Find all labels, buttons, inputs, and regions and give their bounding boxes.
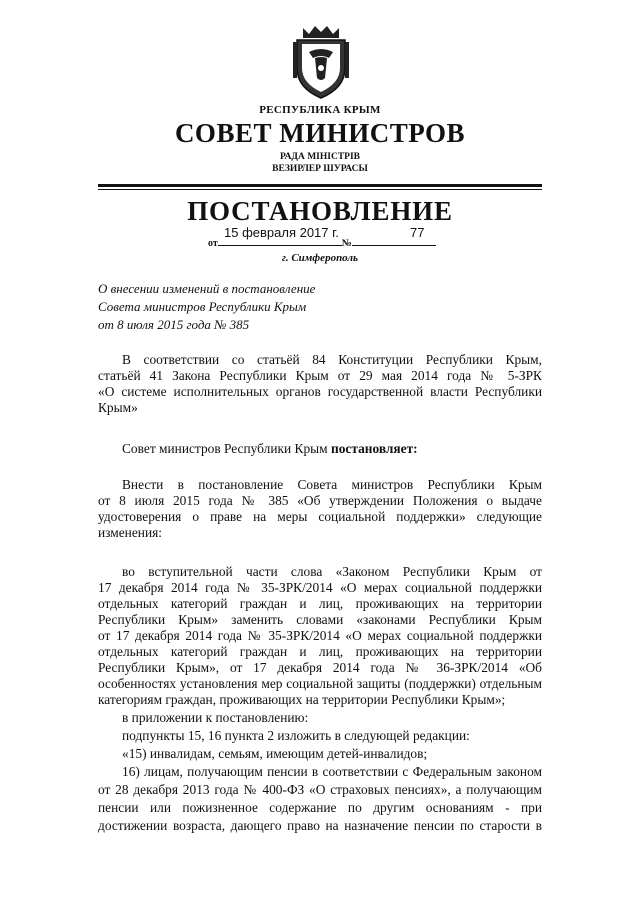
subject-line: О внесении изменений в постановление — [98, 281, 316, 296]
body-line: «15) инвалидам, семьям, имеющим детей-инвалидов; — [122, 746, 428, 761]
council-heading-crh: ВЕЗИРЛЕР ШУРАСЫ — [272, 164, 368, 174]
body-line: 16) лицам, получающим пенсии в соответствии с Федеральным законом — [122, 764, 542, 779]
header-divider-thin — [98, 189, 542, 190]
body-line: в приложении к постановлению: — [122, 710, 309, 725]
resolves-keyword: постановляет: — [330, 441, 418, 456]
body-line: достижении возраста, дающего право на назначение пенсии по старости в — [98, 818, 542, 833]
body-line: Внести в постановление Совета министров Республики Крым — [122, 477, 542, 492]
council-heading: СОВЕТ МИНИСТРОВ — [174, 118, 466, 148]
number-blank — [352, 244, 436, 246]
council-heading-ua: РАДА МІНІСТРІВ — [279, 152, 360, 162]
number-label: № — [341, 238, 352, 249]
header-divider-thick — [98, 184, 542, 187]
body-line: от 17 декабря 2014 года № 35-ЗРК/2014 «О мерах социальной поддержки — [98, 628, 542, 643]
decree-number: 77 — [410, 225, 425, 240]
body-line: статьёй 41 Закона Республики Крым от 29 мая 2014 года № 5-ЗРК — [98, 368, 542, 383]
body-line: особенностях установления мер социальной защиты (поддержки) отдельным — [98, 676, 542, 691]
date-number-line — [208, 238, 436, 249]
document-title: ПОСТАНОВЛЕНИЕ — [187, 196, 453, 226]
city-line: г. Симферополь — [281, 252, 359, 264]
body-line: от 8 июля 2015 года № 385 «Об утверждении Положения о выдаче — [98, 493, 542, 508]
decree-date: 15 февраля 2017 г. — [224, 225, 339, 240]
body-line: во вступительной части слова «Законом Республики Крым от — [122, 564, 542, 579]
decree-subject — [98, 280, 358, 334]
body-line: В соответствии со статьёй 84 Конституции Республики Крым, — [122, 352, 542, 367]
resolves-line — [98, 441, 542, 457]
body-line: Крым» — [98, 400, 138, 415]
body-line: категориям граждан, проживающих на территории Республики Крым»; — [98, 692, 506, 707]
body-line: отдельных категорий граждан и лиц, проживающих на территории — [98, 644, 542, 659]
resolves-text: Совет министров Республики Крым — [122, 441, 331, 456]
body-line: подпункты 15, 16 пункта 2 изложить в следующей редакции: — [122, 728, 470, 743]
body-line: пенсии или пожизненное содержание по другим основаниям - при — [98, 800, 542, 815]
body-line: Республики Крым», от 17 декабря 2014 года № 36-ЗРК/2014 «Об — [98, 660, 542, 675]
subject-line: Совета министров Республики Крым — [98, 299, 307, 314]
body-line: 17 декабря 2014 года № 35-ЗРК/2014 «О мерах социальной поддержки — [98, 580, 542, 595]
republic-heading: РЕСПУБЛИКА КРЫМ — [259, 104, 381, 116]
body-line: изменения: — [98, 525, 163, 540]
crimea-coat-of-arms-icon — [289, 22, 353, 100]
from-label: от — [208, 238, 218, 249]
body-line: Республики Крым» заменить словами «законами Республики Крым — [98, 612, 542, 627]
body-line: «О системе исполнительных органов государственной власти Республики — [98, 384, 542, 399]
subject-line: от 8 июля 2015 года № 385 — [98, 317, 250, 332]
body-line: от 28 декабря 2013 года № 400-ФЗ «О страховых пенсиях», а получающим — [98, 782, 542, 797]
date-blank — [218, 244, 342, 246]
body-line: удостоверения о праве на меры социальной поддержки» следующие — [98, 509, 542, 524]
body-line: отдельных категорий граждан и лиц, проживающих на территории — [98, 596, 542, 611]
